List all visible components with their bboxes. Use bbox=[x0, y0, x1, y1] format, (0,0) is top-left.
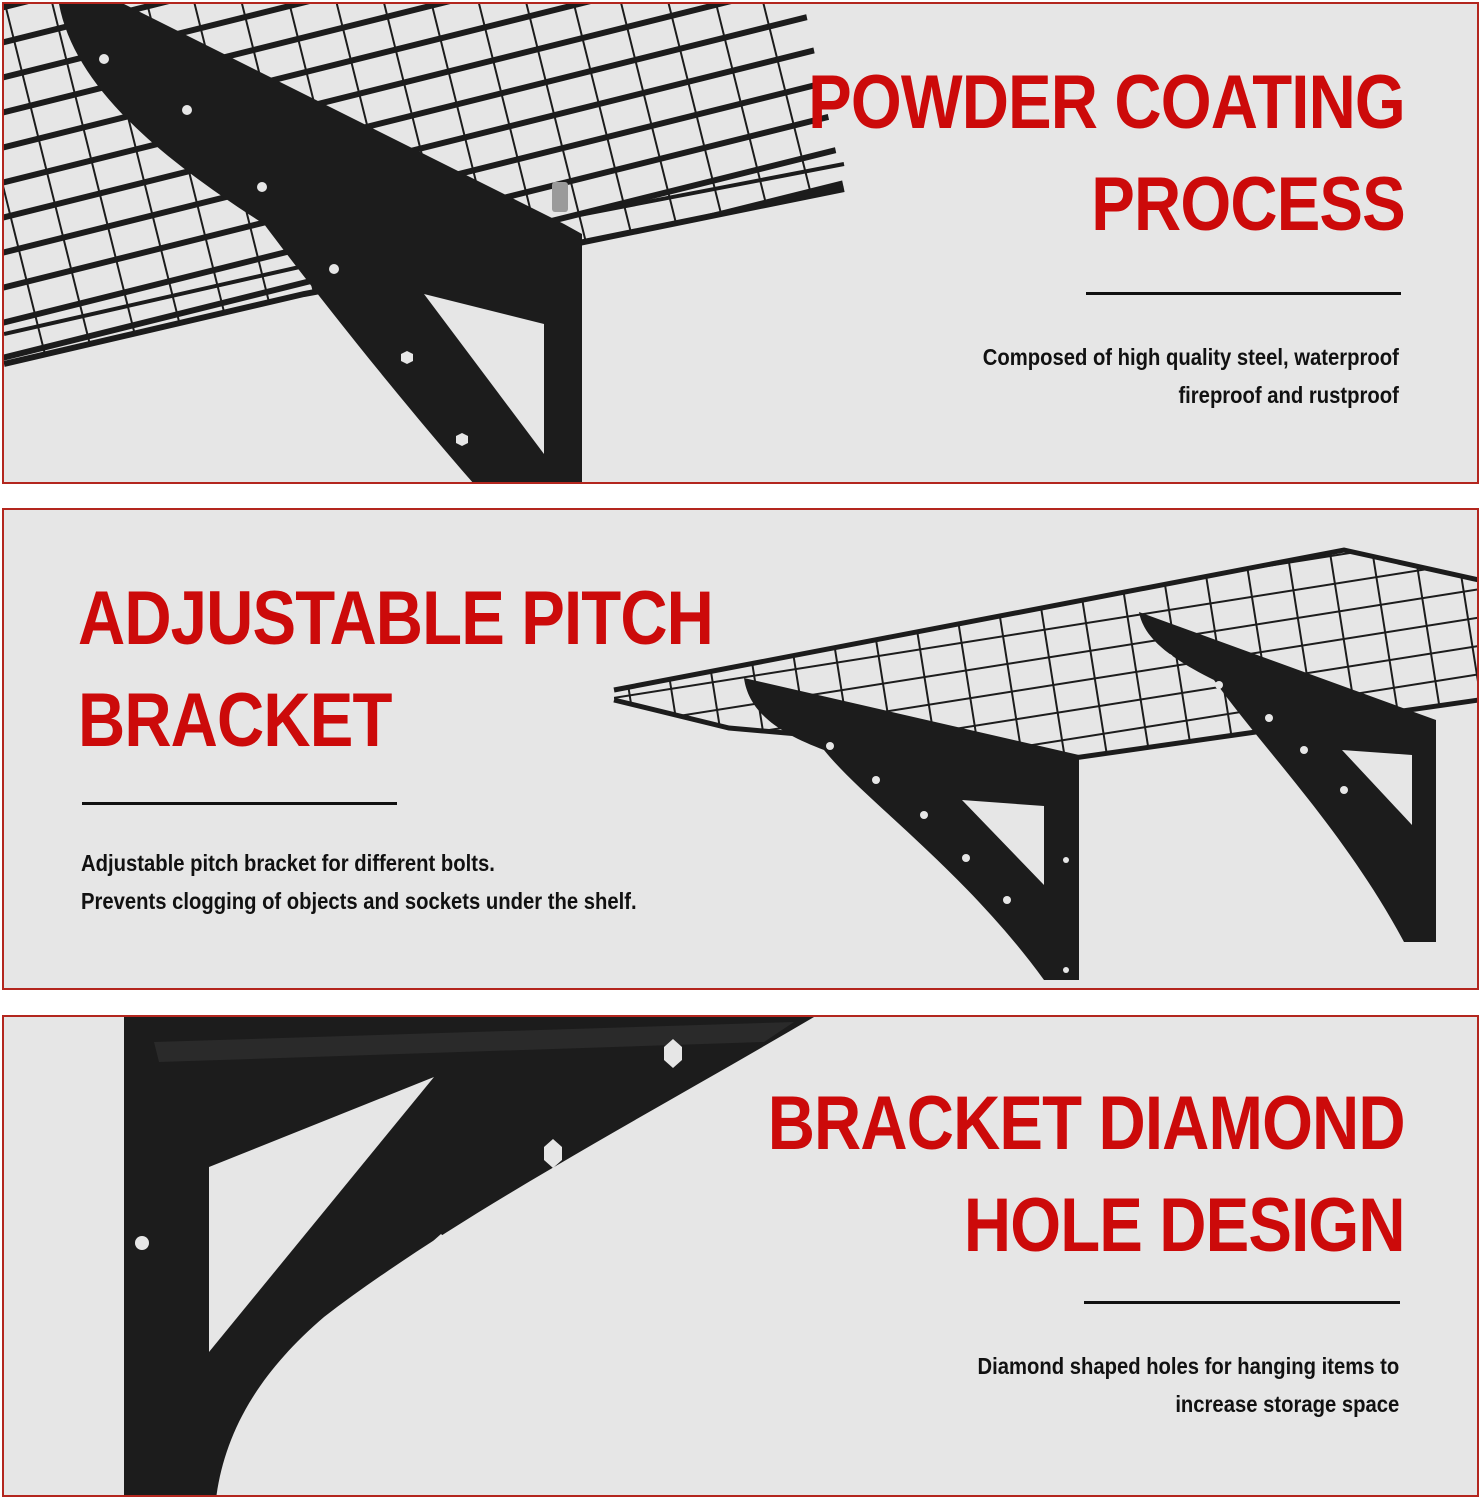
feature-panel-powder-coating bbox=[2, 2, 1479, 484]
title-line: HOLE DESIGN bbox=[964, 1183, 1405, 1268]
panel-description bbox=[977, 1347, 1399, 1423]
title-line: PROCESS bbox=[1091, 162, 1405, 247]
divider-rule bbox=[82, 802, 397, 805]
description-line: Adjustable pitch bracket for different bolts. bbox=[81, 850, 495, 876]
title-line: BRACKET bbox=[78, 678, 392, 763]
divider-rule bbox=[1084, 1301, 1400, 1304]
description-line: fireproof and rustproof bbox=[1178, 382, 1399, 408]
panel-description bbox=[81, 844, 637, 920]
description-line: Diamond shaped holes for hanging items to bbox=[977, 1353, 1399, 1379]
panel-title bbox=[78, 568, 713, 772]
description-line: increase storage space bbox=[1175, 1391, 1399, 1417]
divider-rule bbox=[1086, 292, 1401, 295]
title-line: BRACKET DIAMOND bbox=[767, 1081, 1405, 1166]
title-line: POWDER COATING bbox=[808, 60, 1405, 145]
description-line: Prevents clogging of objects and sockets under the shelf. bbox=[81, 888, 637, 914]
panel-title bbox=[808, 52, 1405, 256]
panel-title bbox=[768, 1073, 1405, 1277]
panel-description bbox=[983, 338, 1399, 414]
feature-panel-diamond-holes bbox=[2, 1015, 1479, 1497]
title-line: ADJUSTABLE PITCH bbox=[78, 576, 714, 661]
description-line: Composed of high quality steel, waterproof bbox=[982, 344, 1399, 370]
feature-panel-adjustable-pitch bbox=[2, 508, 1479, 990]
